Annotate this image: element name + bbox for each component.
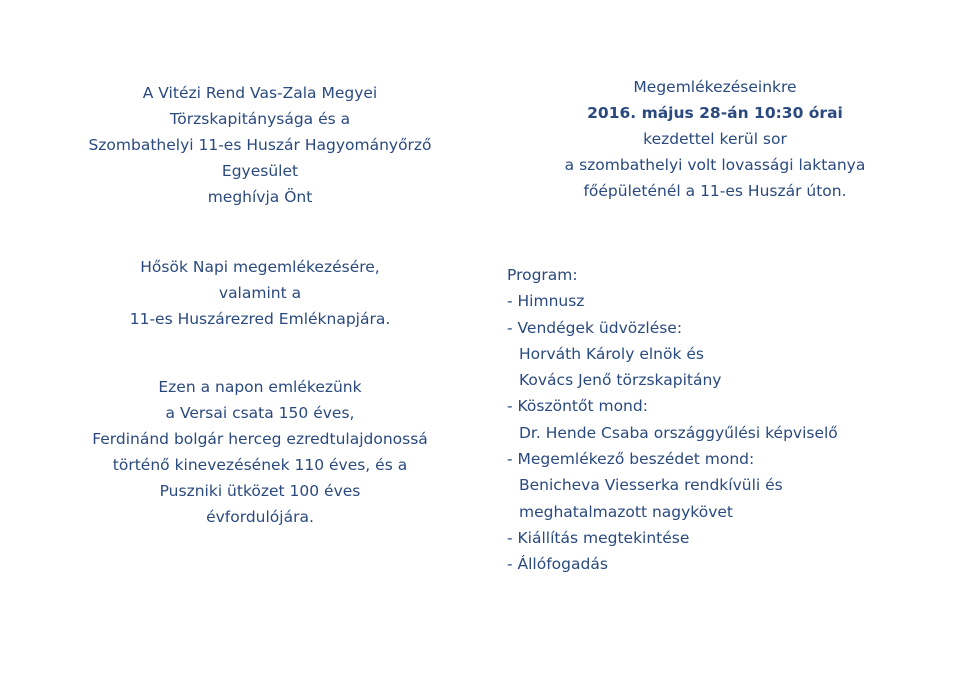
program-item-detail: meghatalmazott nagykövet: [519, 502, 734, 521]
when-line: Megemlékezéseinkre: [633, 78, 797, 96]
anniversary-line: Ezen a napon emlékezünk: [158, 378, 362, 396]
anniversary-line: a Versai csata 150 éves,: [165, 404, 355, 422]
when-line: a szombathelyi volt lovassági laktanya: [564, 156, 866, 174]
intro-line: meghívja Önt: [207, 188, 313, 206]
anniversary-line: Ferdinánd bolgár herceg ezredtulajdonossá: [92, 430, 428, 448]
when-line: főépületénél a 11-es Huszár úton.: [583, 182, 847, 200]
occasion-line: 11-es Huszárezred Emléknapjára.: [129, 310, 391, 328]
program-item-detail: Kovács Jenő törzskapitány: [519, 371, 722, 390]
anniversary-line: évfordulójára.: [206, 508, 314, 526]
intro-line: Szombathelyi 11-es Huszár Hagyományőrző: [88, 136, 432, 154]
occasion-line: Hősök Napi megemlékezésére,: [140, 258, 380, 276]
anniversary-line: Puszniki ütközet 100 éves: [159, 482, 361, 500]
intro-line: Törzskapitánysága és a: [169, 110, 351, 128]
program-item-detail: Horváth Károly elnök és: [519, 344, 704, 363]
occasion-block: [40, 254, 480, 332]
date-time-line: 2016. május 28-án 10:30 órai: [587, 104, 843, 122]
program-item: - Megemlékező beszédet mond:: [507, 450, 755, 469]
when-block: [500, 74, 930, 204]
program-item: - Himnusz: [507, 292, 585, 311]
program-title: Program:: [507, 266, 578, 284]
anniversaries-block: [40, 374, 480, 530]
program-item: - Köszöntőt mond:: [507, 397, 648, 416]
program-item: - Vendégek üdvözlése:: [507, 318, 683, 337]
program-item-detail: Benicheva Viesserka rendkívüli és: [519, 476, 783, 495]
program-item: - Állófogadás: [507, 555, 608, 574]
intro-line: Egyesület: [221, 162, 299, 180]
program-list: [507, 262, 947, 578]
when-line: kezdettel kerül sor: [643, 130, 787, 148]
intro-line: A Vitézi Rend Vas-Zala Megyei: [142, 84, 378, 102]
intro-block: [40, 80, 480, 210]
occasion-line: valamint a: [218, 284, 302, 302]
program-item: - Kiállítás megtekintése: [507, 528, 690, 547]
anniversary-line: történő kinevezésének 110 éves, és a: [112, 456, 408, 474]
program-item-detail: Dr. Hende Csaba országgyűlési képviselő: [519, 423, 838, 442]
